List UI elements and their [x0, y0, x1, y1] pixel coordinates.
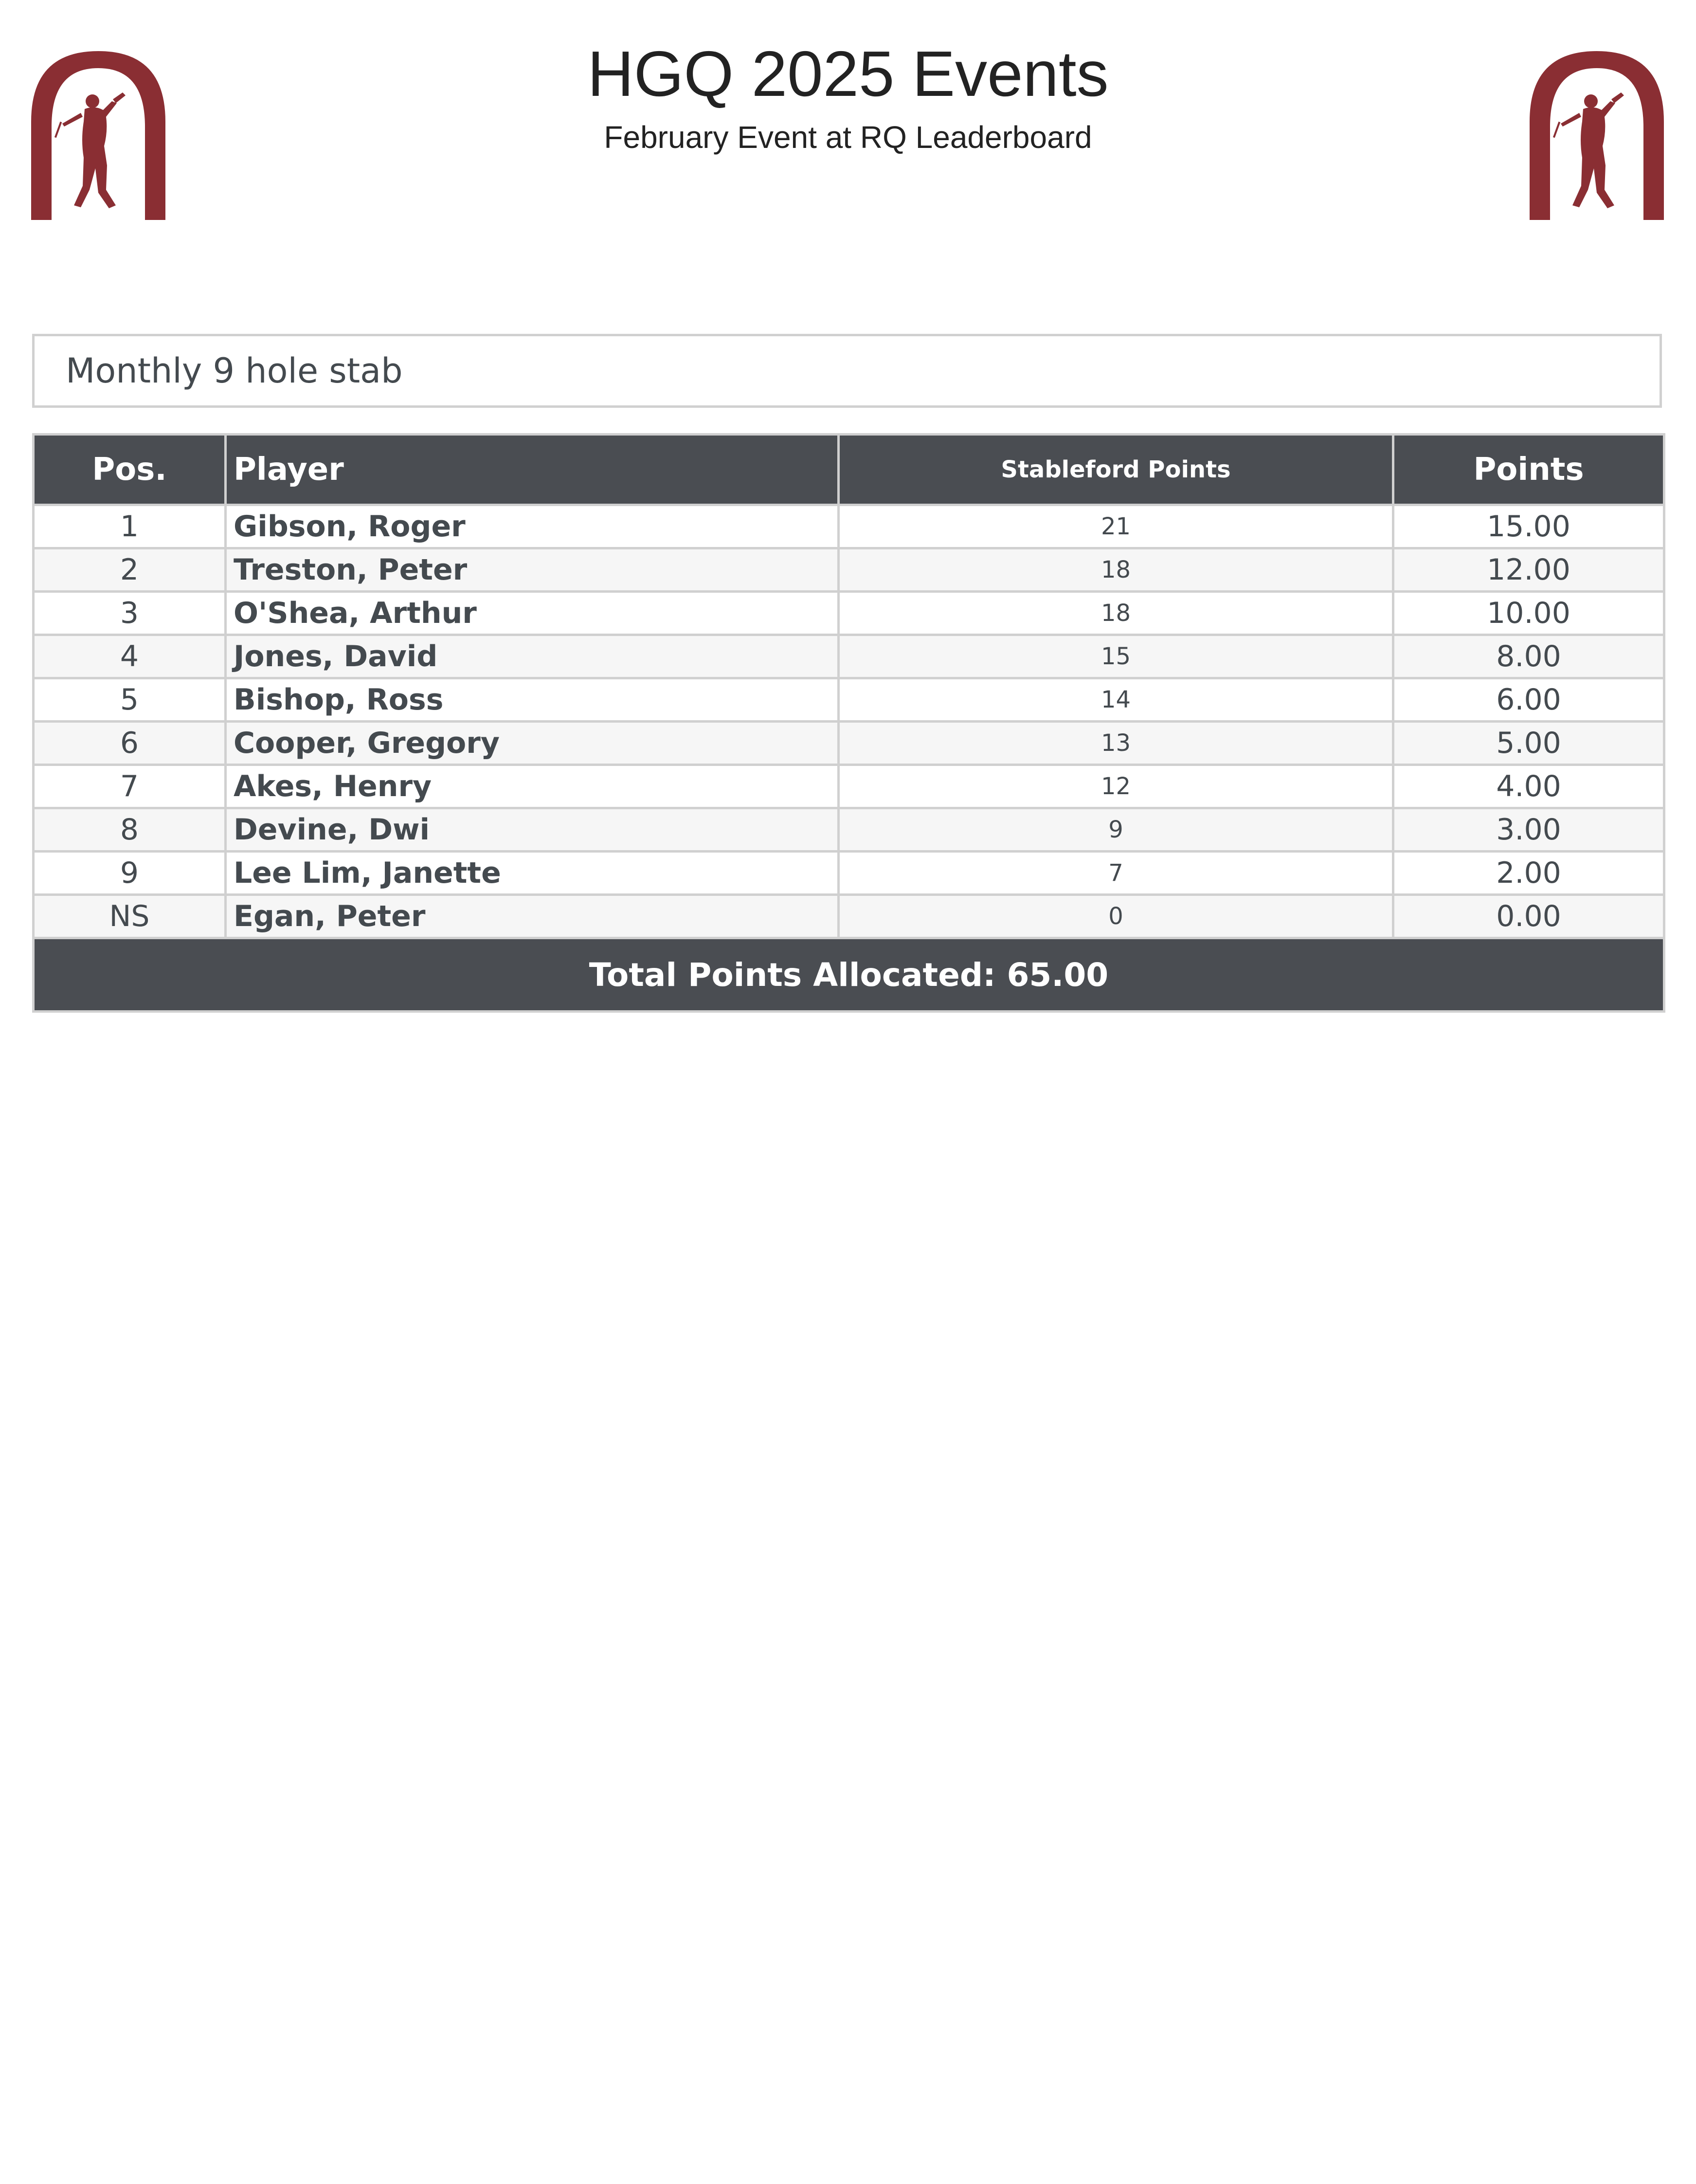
cell-pos: NS: [34, 895, 226, 938]
cell-pos: 8: [34, 808, 226, 852]
column-header-points: Points: [1393, 435, 1664, 505]
cell-pos: 7: [34, 765, 226, 808]
table-row: [34, 678, 1664, 722]
cell-player: Devine, Dwi: [226, 808, 839, 852]
cell-points: 8.00: [1393, 635, 1664, 678]
cell-pos: 4: [34, 635, 226, 678]
table-footer-row: [34, 938, 1664, 1012]
cell-player: Cooper, Gregory: [226, 722, 839, 765]
cell-player: Egan, Peter: [226, 895, 839, 938]
page-title: HGQ 2025 Events: [587, 38, 1109, 109]
cell-points: 15.00: [1393, 505, 1664, 548]
cell-stableford: 18: [839, 548, 1393, 592]
table-row: [34, 722, 1664, 765]
cell-pos: 2: [34, 548, 226, 592]
cell-pos: 6: [34, 722, 226, 765]
cell-player: Akes, Henry: [226, 765, 839, 808]
cell-pos: 9: [34, 852, 226, 895]
table-row: [34, 765, 1664, 808]
column-header-stableford: Stableford Points: [839, 435, 1393, 505]
event-name: Monthly 9 hole stab: [66, 351, 403, 391]
leaderboard-table: [32, 433, 1665, 1013]
event-name-panel: [32, 334, 1662, 408]
cell-points: 2.00: [1393, 852, 1664, 895]
cell-player: Lee Lim, Janette: [226, 852, 839, 895]
cell-stableford: 14: [839, 678, 1393, 722]
cell-player: Jones, David: [226, 635, 839, 678]
cell-stableford: 12: [839, 765, 1393, 808]
cell-points: 4.00: [1393, 765, 1664, 808]
cell-pos: 1: [34, 505, 226, 548]
cell-points: 5.00: [1393, 722, 1664, 765]
cell-points: 3.00: [1393, 808, 1664, 852]
table-row: [34, 548, 1664, 592]
table-row: [34, 592, 1664, 635]
cell-stableford: 7: [839, 852, 1393, 895]
cell-stableford: 18: [839, 592, 1393, 635]
cell-points: 6.00: [1393, 678, 1664, 722]
cell-stableford: 13: [839, 722, 1393, 765]
cell-points: 12.00: [1393, 548, 1664, 592]
table-row: [34, 895, 1664, 938]
cell-player: Bishop, Ross: [226, 678, 839, 722]
column-header-pos: Pos.: [34, 435, 226, 505]
cell-stableford: 21: [839, 505, 1393, 548]
cell-stableford: 9: [839, 808, 1393, 852]
table-row: [34, 808, 1664, 852]
cell-points: 0.00: [1393, 895, 1664, 938]
table-row: [34, 852, 1664, 895]
cell-pos: 5: [34, 678, 226, 722]
table-row: [34, 635, 1664, 678]
page-subtitle: February Event at RQ Leaderboard: [604, 120, 1092, 155]
cell-player: Gibson, Roger: [226, 505, 839, 548]
cell-stableford: 0: [839, 895, 1393, 938]
cell-pos: 3: [34, 592, 226, 635]
cell-player: O'Shea, Arthur: [226, 592, 839, 635]
cell-points: 10.00: [1393, 592, 1664, 635]
column-header-player: Player: [226, 435, 839, 505]
total-points-allocated: Total Points Allocated: 65.00: [34, 938, 1664, 1012]
table-row: [34, 505, 1664, 548]
cell-stableford: 15: [839, 635, 1393, 678]
table-header-row: [34, 435, 1664, 505]
cell-player: Treston, Peter: [226, 548, 839, 592]
